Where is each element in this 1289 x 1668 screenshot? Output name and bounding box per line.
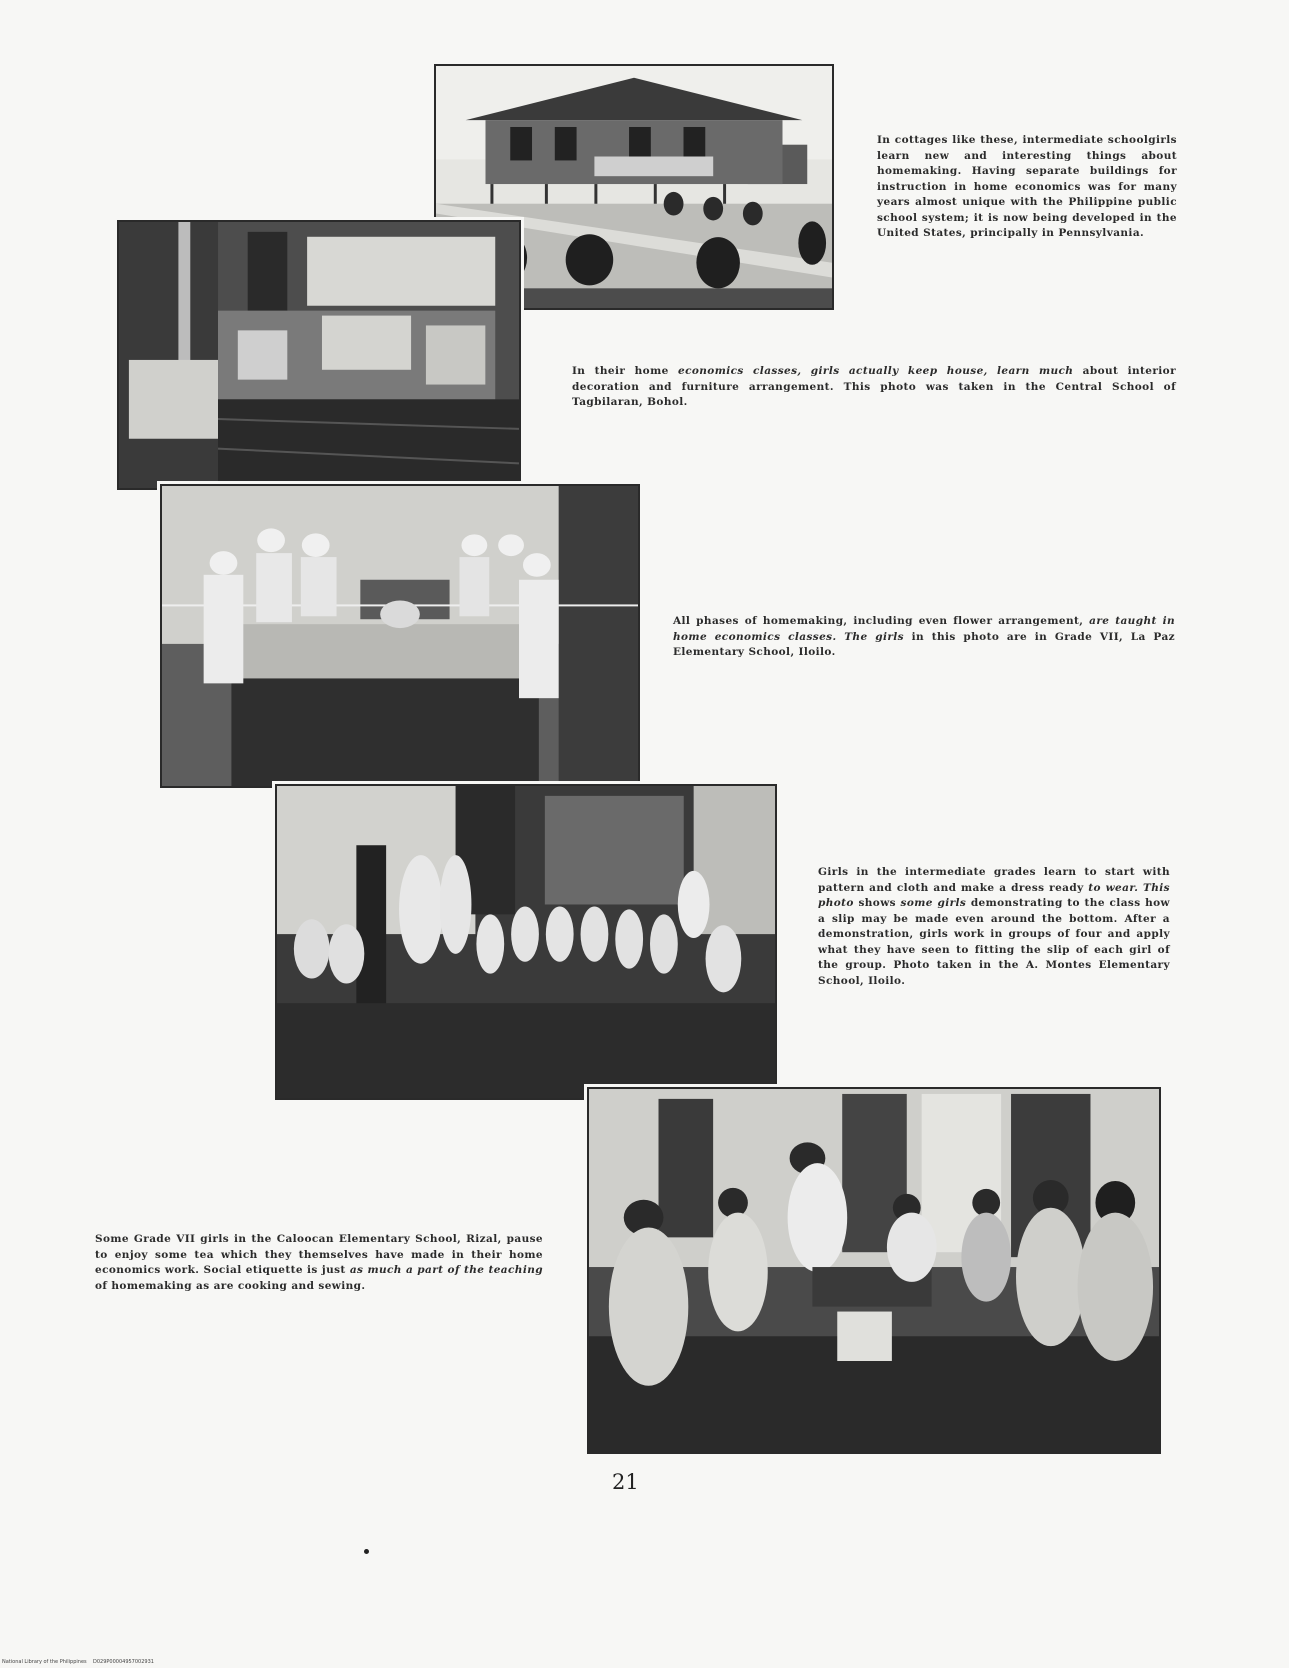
footer-library: National Library of the Philippines [2,1659,87,1665]
caption-interior [572,364,1176,411]
caption-flowers-text-2: in this photo are in Grade VII, La Paz Elementary School, Iloilo. [673,630,1176,658]
caption-tea-text-2: of homemaking as are cooking and sewing. [95,1279,366,1292]
caption-sewing-class [818,865,1170,989]
ink-dot [364,1549,369,1554]
photo-interior [117,220,521,490]
caption-sewing-italic-2: some girls [900,897,967,909]
caption-sewing-text-3: demonstrating to the class how a slip may be made even around the bottom. After a demonstration, girls work in groups of four and apply what they have seen to fitting the slip of each girl of the group. Photo taken in the A. Montes Elementary School, Iloilo. [818,897,1170,987]
photo-tea-party [587,1087,1161,1454]
photo-flower-arrangement [160,484,640,788]
caption-interior-text-2: about interior decoration and furniture arrangement. This photo was taken in the Central School of Tagbilaran, Bohol. [572,365,1176,408]
caption-flowers-text-1: All phases of homemaking, including even flower arrangement, [673,615,1090,627]
footer [2,1659,154,1665]
footer-code: D029P00004957002931 [93,1659,154,1665]
caption-interior-italic: economics classes, girls actually keep house, learn much [677,365,1074,377]
caption-tea-text-1: Some Grade VII girls in the Caloocan Elementary School, Rizal, pause to enjoy some tea which they themselves have made in their home economics work. Social etiquette is just [95,1233,543,1276]
photo-sewing-class [275,784,777,1100]
caption-interior-text-1: In their home [572,365,678,377]
caption-sewing-italic-1: to wear. This photo [818,881,1170,909]
caption-sewing-text-1: Girls in the intermediate grades learn to start with pattern and cloth and make a dress ready [818,866,1170,894]
caption-flower-arrangement [673,614,1175,661]
caption-sewing-text-2: shows [853,897,901,909]
caption-tea-italic: as much a part of the teaching [349,1264,544,1276]
page-number: 21 [612,1470,639,1494]
caption-cottage-text: In cottages like these, intermediate schoolgirls learn new and interesting things about homemaking. Having separate buildings for instruction in home economics was for many years almost unique with the Philippine public school system; it is now being developed in the United States, principally in Pennsylvania. [877,134,1177,239]
caption-flowers-italic: are taught in home economics classes. The girls [673,615,1175,643]
caption-tea-party [95,1232,543,1294]
caption-cottage [877,133,1177,242]
